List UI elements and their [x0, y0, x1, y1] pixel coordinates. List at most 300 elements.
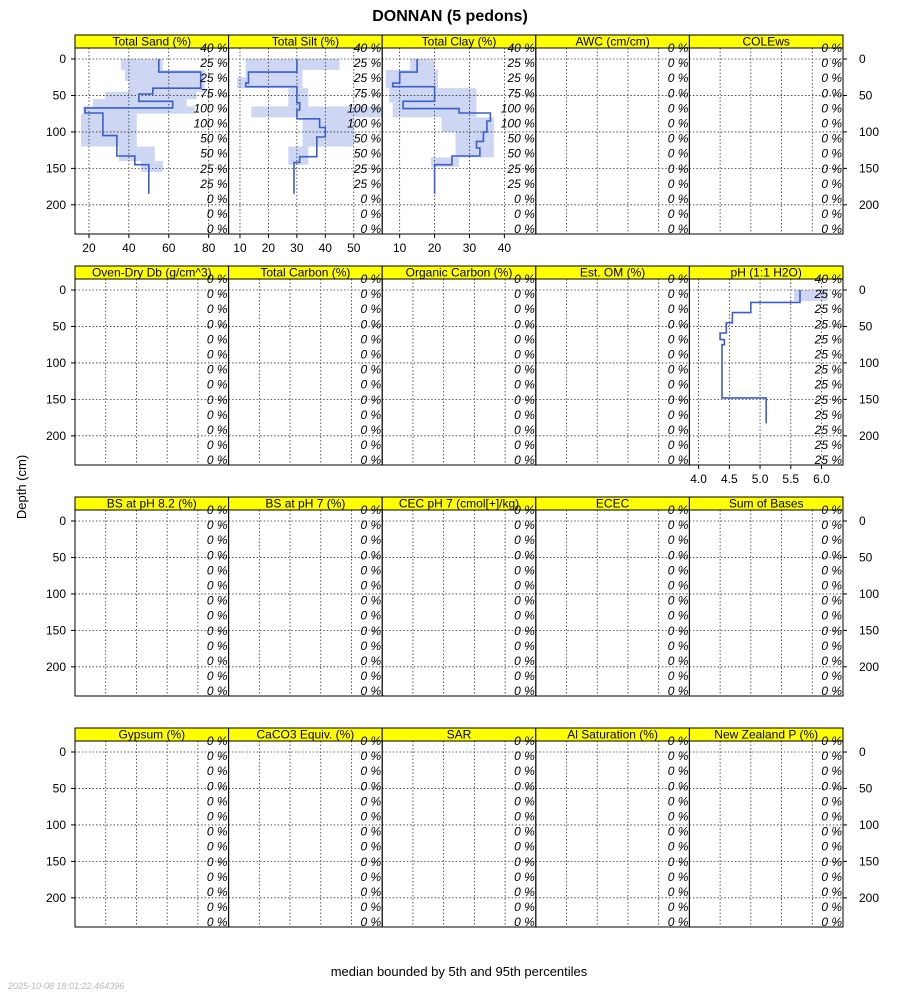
data-percent-label: 0 %	[514, 362, 535, 377]
data-percent-label: 25 %	[507, 71, 535, 86]
panel	[75, 497, 229, 699]
data-percent-label: 0 %	[206, 347, 228, 362]
data-percent-label: 0 %	[667, 734, 689, 748]
data-percent-label: 25 %	[814, 332, 842, 347]
data-percent-label: 0 %	[360, 734, 382, 748]
data-percent-label: 0 %	[360, 638, 382, 653]
data-percent-label: 0 %	[514, 302, 535, 317]
data-percent-label: 0 %	[360, 684, 382, 699]
data-percent-label: 0 %	[206, 623, 228, 638]
panel-frame	[689, 741, 843, 930]
data-percent-label: 0 %	[667, 885, 689, 899]
data-percent-label: 0 %	[667, 533, 689, 548]
data-percent-label: 0 %	[360, 362, 382, 377]
data-percent-label: 0 %	[514, 749, 535, 764]
data-percent-label: 25 %	[814, 362, 842, 377]
data-percent-label: 0 %	[821, 533, 842, 548]
data-percent-label: 0 %	[667, 764, 689, 779]
data-percent-label: 0 %	[514, 453, 535, 468]
data-percent-label: 0 %	[821, 131, 842, 146]
data-percent-label: 0 %	[821, 41, 842, 55]
data-percent-label: 0 %	[206, 317, 228, 332]
data-percent-label: 0 %	[206, 362, 228, 377]
data-percent-label: 0 %	[821, 749, 842, 764]
percentile-band	[119, 147, 155, 162]
panel-title: Total Sand (%)	[112, 34, 192, 49]
data-percent-label: 0 %	[667, 654, 689, 668]
data-percent-label: 0 %	[206, 207, 228, 222]
x-tick-label: 40	[497, 241, 512, 255]
data-percent-label: 0 %	[514, 272, 535, 286]
panel	[229, 35, 383, 256]
timestamp: 2025-10-08 18:01:22.464396	[8, 981, 125, 991]
data-percent-label: 0 %	[821, 794, 842, 809]
data-percent-label: 0 %	[206, 654, 228, 668]
data-percent-label: 0 %	[360, 347, 382, 362]
data-percent-label: 0 %	[821, 116, 842, 131]
data-percent-label: 0 %	[360, 317, 382, 332]
y-tick-label-right: 200	[859, 659, 880, 674]
data-percent-label: 0 %	[821, 764, 842, 779]
data-percent-label: 0 %	[514, 638, 535, 653]
data-percent-label: 0 %	[206, 578, 228, 593]
data-percent-label: 0 %	[514, 578, 535, 593]
data-percent-label: 0 %	[821, 101, 842, 116]
y-tick-label: 200	[45, 890, 66, 905]
data-percent-label: 0 %	[667, 332, 689, 347]
data-percent-label: 25 %	[814, 392, 842, 407]
data-percent-label: 0 %	[667, 131, 689, 146]
y-tick-label: 150	[45, 854, 66, 869]
panel	[382, 266, 536, 468]
panel-frame	[536, 741, 690, 930]
data-percent-label: 0 %	[667, 608, 689, 623]
y-tick-label-right: 0	[859, 52, 866, 66]
data-percent-label: 0 %	[667, 915, 689, 930]
data-percent-label: 50 %	[507, 146, 535, 161]
panel-title: BS at pH 8.2 (%)	[106, 496, 197, 511]
data-percent-label: 0 %	[360, 407, 382, 422]
data-percent-label: 0 %	[667, 407, 689, 422]
y-tick-label-right: 150	[859, 161, 880, 176]
y-tick-label: 100	[45, 817, 66, 832]
data-percent-label: 40 %	[814, 272, 842, 286]
data-percent-label: 0 %	[821, 734, 842, 748]
data-percent-label: 0 %	[821, 839, 842, 854]
data-percent-label: 0 %	[360, 548, 382, 563]
panel-frame	[536, 279, 690, 468]
panel-frame	[536, 48, 690, 237]
data-percent-label: 0 %	[821, 207, 842, 222]
y-tick-label-right: 0	[859, 283, 866, 297]
y-tick-label: 0	[59, 52, 66, 66]
panel	[689, 728, 843, 930]
panel-frame	[536, 510, 690, 699]
data-percent-label: 0 %	[821, 176, 842, 191]
panel	[382, 728, 536, 930]
data-percent-label: 0 %	[206, 824, 228, 839]
data-percent-label: 0 %	[821, 548, 842, 563]
data-percent-label: 0 %	[667, 146, 689, 161]
data-percent-label: 0 %	[667, 839, 689, 854]
data-percent-label: 0 %	[667, 779, 689, 794]
data-percent-label: 0 %	[667, 423, 689, 437]
data-percent-label: 100 %	[500, 101, 535, 116]
data-percent-label: 0 %	[514, 623, 535, 638]
percentile-band	[288, 88, 308, 106]
data-percent-label: 0 %	[206, 669, 228, 684]
data-percent-label: 0 %	[360, 207, 382, 222]
data-percent-label: 0 %	[821, 593, 842, 608]
percentile-band	[246, 70, 303, 77]
data-percent-label: 0 %	[821, 824, 842, 839]
y-axis-label: Depth (cm)	[14, 454, 29, 520]
data-percent-label: 0 %	[667, 503, 689, 517]
y-tick-label-right: 0	[859, 745, 866, 759]
data-percent-label: 0 %	[821, 503, 842, 517]
data-percent-label: 0 %	[667, 287, 689, 302]
data-percent-label: 0 %	[360, 302, 382, 317]
panel-title: Total Carbon (%)	[260, 265, 351, 280]
panel-frame	[75, 279, 229, 468]
data-percent-label: 0 %	[514, 608, 535, 623]
y-tick-label: 0	[59, 514, 66, 528]
data-percent-label: 0 %	[667, 362, 689, 377]
data-percent-label: 0 %	[206, 548, 228, 563]
data-percent-label: 0 %	[206, 533, 228, 548]
y-tick-label: 50	[52, 781, 66, 796]
panel	[689, 266, 843, 487]
data-percent-label: 0 %	[360, 438, 382, 453]
data-percent-label: 0 %	[821, 885, 842, 899]
y-tick-label-right: 100	[859, 124, 880, 139]
data-percent-label: 25 %	[814, 453, 842, 468]
y-tick-label-right: 100	[859, 817, 880, 832]
x-tick-label: 20	[82, 241, 96, 255]
data-percent-label: 0 %	[821, 86, 842, 101]
data-percent-label: 100 %	[347, 101, 382, 116]
panel-frame	[382, 741, 536, 930]
data-percent-label: 0 %	[360, 503, 382, 517]
data-percent-label: 0 %	[514, 518, 535, 533]
data-percent-label: 0 %	[667, 578, 689, 593]
data-percent-label: 0 %	[206, 734, 228, 748]
data-percent-label: 0 %	[360, 563, 382, 578]
panel-frame	[382, 510, 536, 699]
data-percent-label: 0 %	[514, 669, 535, 684]
data-percent-label: 50 %	[353, 146, 382, 161]
data-percent-label: 0 %	[206, 503, 228, 517]
data-percent-label: 0 %	[206, 518, 228, 533]
data-percent-label: 0 %	[514, 423, 535, 437]
data-percent-label: 0 %	[667, 900, 689, 915]
data-percent-label: 0 %	[821, 684, 842, 699]
data-percent-label: 100 %	[500, 116, 535, 131]
data-percent-label: 0 %	[360, 593, 382, 608]
y-tick-label: 150	[45, 623, 66, 638]
data-percent-label: 0 %	[667, 593, 689, 608]
data-percent-label: 0 %	[360, 578, 382, 593]
data-percent-label: 0 %	[514, 684, 535, 699]
data-percent-label: 0 %	[206, 608, 228, 623]
x-tick-label: 30	[290, 241, 304, 255]
panel	[382, 35, 536, 256]
panel-title: CaCO3 Equiv. (%)	[256, 727, 355, 742]
data-percent-label: 0 %	[514, 207, 535, 222]
data-percent-label: 0 %	[667, 161, 689, 176]
data-percent-label: 0 %	[667, 809, 689, 824]
data-percent-label: 0 %	[667, 869, 689, 884]
panel-title: AWC (cm/cm)	[575, 34, 650, 49]
data-percent-label: 0 %	[360, 900, 382, 915]
x-tick-label: 40	[122, 241, 136, 255]
data-percent-label: 0 %	[360, 287, 382, 302]
data-percent-label: 0 %	[514, 915, 535, 930]
data-percent-label: 0 %	[206, 272, 228, 286]
y-tick-label-right: 200	[859, 890, 880, 905]
y-tick-label-right: 50	[859, 550, 873, 565]
data-percent-label: 0 %	[514, 563, 535, 578]
data-percent-label: 0 %	[514, 794, 535, 809]
data-percent-label: 0 %	[667, 392, 689, 407]
data-percent-label: 0 %	[667, 56, 689, 71]
data-percent-label: 25 %	[200, 161, 228, 176]
data-percent-label: 50 %	[200, 131, 228, 146]
data-percent-label: 0 %	[667, 41, 689, 55]
data-percent-label: 25 %	[507, 161, 535, 176]
data-percent-label: 75 %	[507, 86, 535, 101]
data-percent-label: 100 %	[193, 116, 228, 131]
y-tick-label-right: 150	[859, 623, 880, 638]
data-percent-label: 0 %	[360, 192, 382, 206]
data-percent-label: 0 %	[667, 192, 689, 206]
data-percent-label: 0 %	[821, 915, 842, 930]
data-percent-label: 0 %	[514, 503, 535, 517]
data-percent-label: 0 %	[821, 669, 842, 684]
panel-title: COLEws	[742, 34, 790, 49]
data-percent-label: 0 %	[514, 287, 535, 302]
panel-row	[46, 728, 879, 930]
data-percent-label: 0 %	[821, 608, 842, 623]
data-percent-label: 0 %	[667, 377, 689, 392]
data-percent-label: 0 %	[667, 272, 689, 286]
panel	[689, 35, 843, 237]
data-percent-label: 0 %	[514, 809, 535, 824]
y-tick-label-right: 150	[859, 392, 880, 407]
y-tick-label-right: 200	[859, 428, 880, 443]
panel-row	[46, 35, 879, 256]
data-percent-label: 0 %	[821, 56, 842, 71]
data-percent-label: 0 %	[821, 563, 842, 578]
data-percent-label: 0 %	[667, 854, 689, 869]
data-percent-label: 0 %	[206, 593, 228, 608]
panel-title: Organic Carbon (%)	[405, 265, 513, 280]
data-percent-label: 0 %	[206, 809, 228, 824]
data-percent-label: 0 %	[667, 302, 689, 317]
panel-title: SAR	[446, 727, 472, 742]
y-tick-label: 50	[52, 550, 66, 565]
panel-title: Total Silt (%)	[271, 34, 340, 49]
panel-title: BS at pH 7 (%)	[265, 496, 346, 511]
data-percent-label: 0 %	[206, 287, 228, 302]
data-percent-label: 0 %	[821, 854, 842, 869]
data-percent-label: 0 %	[360, 809, 382, 824]
y-tick-label-right: 50	[859, 781, 873, 796]
data-percent-label: 25 %	[200, 56, 228, 71]
data-percent-label: 25 %	[353, 161, 382, 176]
data-percent-label: 0 %	[206, 192, 228, 206]
data-percent-label: 0 %	[667, 684, 689, 699]
data-percent-label: 0 %	[514, 192, 535, 206]
y-tick-label: 0	[59, 283, 66, 297]
y-tick-label-right: 100	[859, 355, 880, 370]
data-percent-label: 0 %	[360, 533, 382, 548]
data-percent-label: 25 %	[814, 347, 842, 362]
panel-row	[46, 497, 879, 699]
data-percent-label: 0 %	[667, 101, 689, 116]
y-tick-label: 50	[52, 319, 66, 334]
data-percent-label: 0 %	[206, 854, 228, 869]
data-percent-label: 0 %	[206, 839, 228, 854]
x-tick-label: 4.0	[690, 472, 707, 486]
data-percent-label: 0 %	[360, 518, 382, 533]
data-percent-label: 0 %	[514, 392, 535, 407]
data-percent-label: 0 %	[667, 71, 689, 86]
y-tick-label-right: 50	[859, 319, 873, 334]
data-percent-label: 0 %	[667, 623, 689, 638]
data-percent-label: 0 %	[514, 900, 535, 915]
data-percent-label: 0 %	[206, 377, 228, 392]
data-percent-label: 0 %	[821, 161, 842, 176]
data-percent-label: 0 %	[360, 749, 382, 764]
data-percent-label: 0 %	[360, 764, 382, 779]
data-percent-label: 75 %	[200, 86, 228, 101]
data-percent-label: 0 %	[360, 272, 382, 286]
data-percent-label: 0 %	[667, 222, 689, 237]
y-tick-label: 150	[45, 392, 66, 407]
data-percent-label: 0 %	[821, 518, 842, 533]
panel	[75, 266, 229, 468]
panel-title: CEC pH 7 (cmol[+]/kg)	[398, 496, 520, 511]
data-percent-label: 0 %	[360, 915, 382, 930]
data-percent-label: 0 %	[821, 809, 842, 824]
data-percent-label: 0 %	[514, 734, 535, 748]
data-percent-label: 0 %	[206, 392, 228, 407]
data-percent-label: 0 %	[667, 438, 689, 453]
data-percent-label: 0 %	[821, 578, 842, 593]
y-tick-label: 200	[45, 428, 66, 443]
percentile-band	[442, 117, 494, 132]
y-tick-label-right: 150	[859, 854, 880, 869]
data-percent-label: 0 %	[514, 885, 535, 899]
data-percent-label: 0 %	[667, 453, 689, 468]
data-percent-label: 0 %	[206, 438, 228, 453]
data-percent-label: 0 %	[206, 684, 228, 699]
data-percent-label: 25 %	[814, 438, 842, 453]
y-tick-label: 200	[45, 197, 66, 212]
data-percent-label: 0 %	[360, 608, 382, 623]
data-percent-label: 0 %	[514, 839, 535, 854]
x-tick-label: 30	[462, 241, 477, 255]
panel-frame	[229, 279, 383, 468]
data-percent-label: 0 %	[206, 407, 228, 422]
y-tick-label: 100	[45, 586, 66, 601]
data-percent-label: 0 %	[821, 146, 842, 161]
data-percent-label: 0 %	[360, 377, 382, 392]
panel	[229, 266, 383, 468]
data-percent-label: 25 %	[200, 71, 228, 86]
data-percent-label: 40 %	[507, 41, 535, 55]
y-tick-label-right: 200	[859, 197, 880, 212]
data-percent-label: 0 %	[206, 764, 228, 779]
data-percent-label: 0 %	[821, 623, 842, 638]
x-tick-label: 50	[347, 241, 361, 255]
panel-title: Total Clay (%)	[421, 34, 497, 49]
data-percent-label: 0 %	[667, 176, 689, 191]
panel-title: Oven-Dry Db (g/cm^3)	[91, 265, 212, 280]
data-percent-label: 0 %	[514, 593, 535, 608]
data-percent-label: 0 %	[667, 563, 689, 578]
data-percent-label: 0 %	[821, 869, 842, 884]
data-percent-label: 0 %	[360, 654, 382, 668]
panel	[536, 728, 690, 930]
data-percent-label: 0 %	[821, 222, 842, 237]
data-percent-label: 0 %	[360, 885, 382, 899]
data-percent-label: 0 %	[360, 779, 382, 794]
panel	[229, 497, 383, 699]
panel-title: Sum of Bases	[728, 496, 804, 511]
panel	[75, 35, 229, 256]
data-percent-label: 0 %	[206, 222, 228, 237]
x-tick-label: 5.0	[751, 472, 769, 486]
data-percent-label: 0 %	[206, 453, 228, 468]
x-tick-label: 20	[261, 241, 276, 255]
data-percent-label: 0 %	[360, 222, 382, 237]
percentile-band	[246, 59, 340, 70]
panel-title: Est. OM (%)	[579, 265, 646, 280]
data-percent-label: 0 %	[206, 423, 228, 437]
data-percent-label: 0 %	[206, 638, 228, 653]
chart-title: DONNAN (5 pedons)	[372, 8, 528, 25]
data-percent-label: 0 %	[667, 207, 689, 222]
data-percent-label: 0 %	[360, 824, 382, 839]
data-percent-label: 0 %	[667, 317, 689, 332]
data-percent-label: 0 %	[360, 669, 382, 684]
data-percent-label: 25 %	[200, 176, 228, 191]
y-tick-label-right: 100	[859, 586, 880, 601]
data-percent-label: 0 %	[514, 317, 535, 332]
data-percent-label: 0 %	[360, 869, 382, 884]
y-tick-label: 0	[59, 745, 66, 759]
data-percent-label: 0 %	[360, 423, 382, 437]
x-tick-label: 5.5	[782, 472, 800, 486]
data-percent-label: 50 %	[353, 131, 382, 146]
data-percent-label: 0 %	[514, 654, 535, 668]
data-percent-label: 40 %	[353, 41, 382, 55]
data-percent-label: 0 %	[360, 623, 382, 638]
data-percent-label: 0 %	[206, 749, 228, 764]
y-tick-label-right: 50	[859, 88, 873, 103]
data-percent-label: 0 %	[514, 377, 535, 392]
percentile-band	[141, 161, 163, 172]
percentile-band	[129, 81, 205, 92]
data-percent-label: 0 %	[514, 347, 535, 362]
data-percent-label: 0 %	[360, 392, 382, 407]
data-percent-label: 0 %	[360, 332, 382, 347]
percentile-band	[105, 92, 197, 99]
percentile-band	[456, 132, 494, 158]
y-tick-label: 150	[45, 161, 66, 176]
